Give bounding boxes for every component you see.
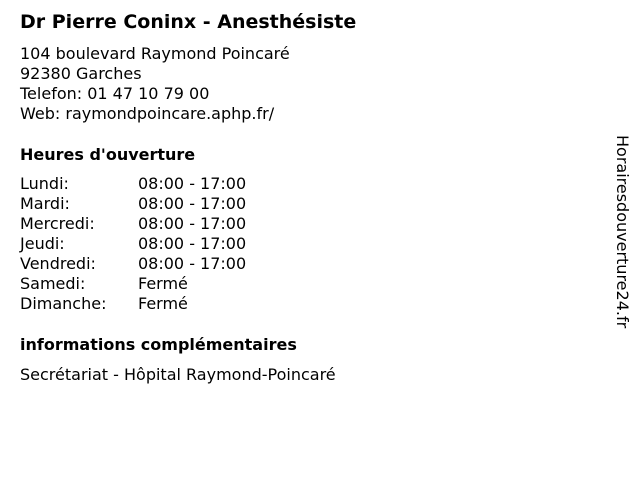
street-address: 104 boulevard Raymond Poincaré	[20, 44, 290, 63]
time-value: 08:00 - 17:00	[138, 214, 247, 233]
additional-info-text: Secrétariat - Hôpital Raymond-Poincaré	[20, 365, 336, 384]
page-title: Dr Pierre Coninx - Anesthésiste	[20, 11, 357, 33]
day-label: Samedi:	[20, 274, 86, 293]
time-value: Fermé	[138, 274, 188, 293]
opening-hours-heading: Heures d'ouverture	[20, 145, 196, 164]
day-label: Vendredi:	[20, 254, 96, 273]
additional-info-heading: informations complémentaires	[20, 335, 297, 354]
day-label: Mardi:	[20, 194, 70, 213]
day-label: Dimanche:	[20, 294, 107, 313]
website-link[interactable]: Web: raymondpoincare.aphp.fr/	[20, 104, 275, 123]
address-block	[20, 44, 290, 124]
time-value: Fermé	[138, 294, 188, 313]
day-label: Mercredi:	[20, 214, 95, 233]
day-label: Jeudi:	[20, 234, 65, 253]
site-watermark: Horairesdouverture24.fr	[613, 135, 632, 329]
phone-number: Telefon: 01 47 10 79 00	[20, 84, 210, 103]
day-label: Lundi:	[20, 174, 69, 193]
time-value: 08:00 - 17:00	[138, 194, 247, 213]
time-value: 08:00 - 17:00	[138, 234, 247, 253]
time-value: 08:00 - 17:00	[138, 174, 247, 193]
time-value: 08:00 - 17:00	[138, 254, 247, 273]
city: 92380 Garches	[20, 64, 142, 83]
